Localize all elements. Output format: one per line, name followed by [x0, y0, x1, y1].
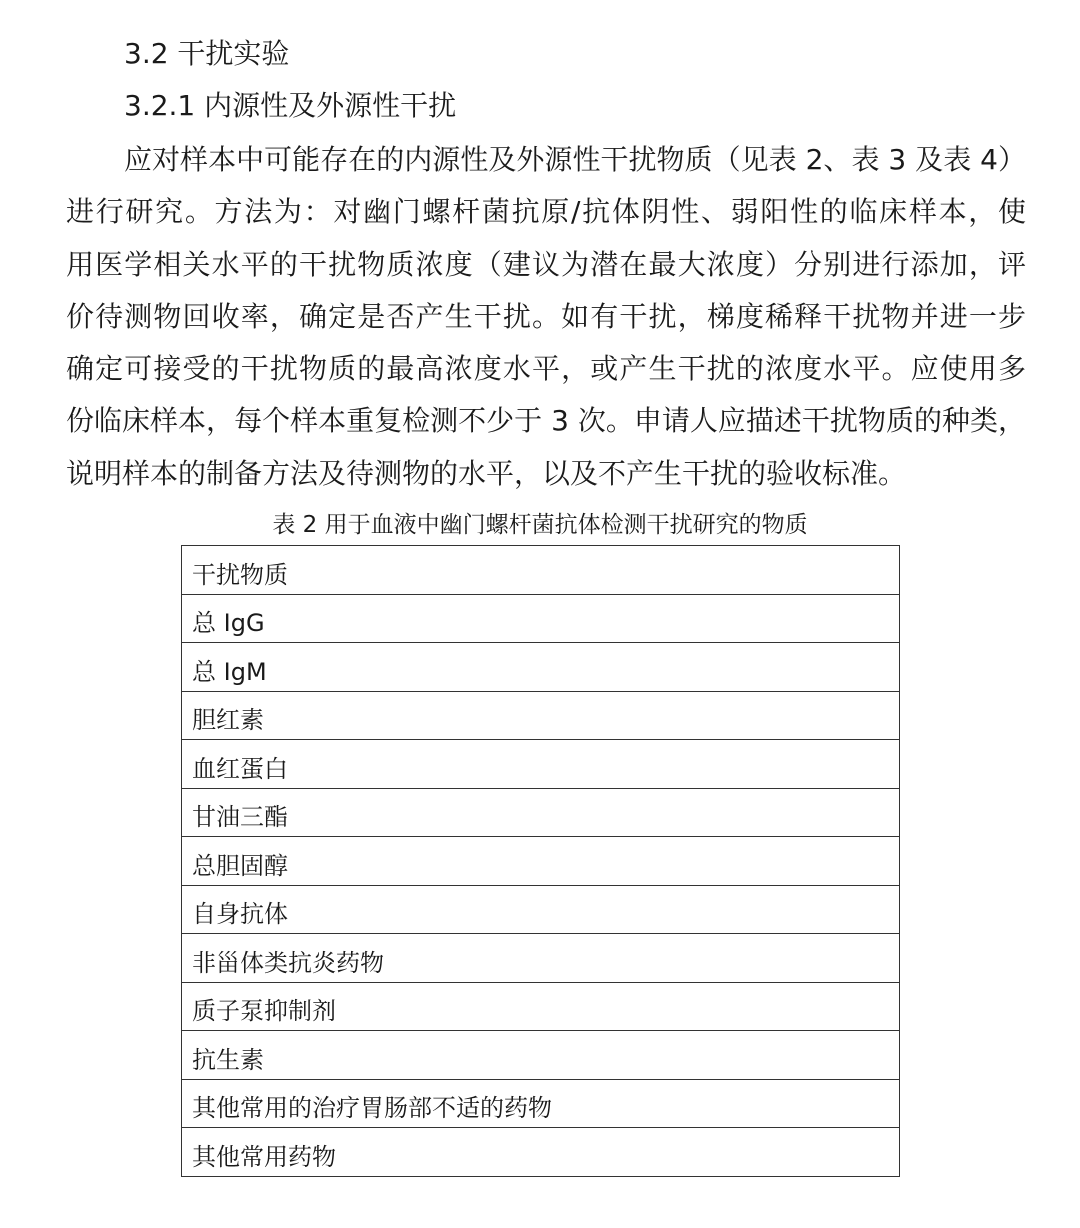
table-cell: 自身抗体	[182, 885, 900, 934]
paragraph-line: 用医学相关水平的干扰物质浓度（建议为潜在最大浓度）分别进行添加，评	[66, 247, 1026, 281]
subsection-heading: 3.2.1 内源性及外源性干扰	[124, 89, 457, 122]
table-cell: 总胆固醇	[182, 837, 900, 886]
paragraph-line: 确定可接受的干扰物质的最高浓度水平，或产生干扰的浓度水平。应使用多	[66, 352, 1026, 386]
table-header-row	[182, 546, 900, 595]
section-heading: 3.2 干扰实验	[124, 37, 290, 70]
paragraph-line: 价待测物回收率，确定是否产生干扰。如有干扰，梯度稀释干扰物并进一步	[66, 299, 1026, 333]
paragraph-line: 份临床样本，每个样本重复检测不少于 3 次。申请人应描述干扰物质的种类，	[66, 404, 1026, 438]
table-cell: 其他常用的治疗胃肠部不适的药物	[182, 1079, 900, 1128]
table-cell: 总 IgM	[182, 643, 900, 692]
table-cell: 非甾体类抗炎药物	[182, 934, 900, 983]
table-cell: 总 IgG	[182, 594, 900, 643]
table-cell: 甘油三酯	[182, 788, 900, 837]
table-row	[182, 691, 900, 740]
table-caption: 表 2 用于血液中幽门螺杆菌抗体检测干扰研究的物质	[272, 512, 808, 538]
table-row	[182, 1128, 900, 1177]
table-row	[182, 594, 900, 643]
interference-substances-table	[181, 545, 900, 1177]
table-header-cell: 干扰物质	[182, 546, 900, 595]
table-cell: 抗生素	[182, 1031, 900, 1080]
table-row	[182, 788, 900, 837]
paragraph-line: 说明样本的制备方法及待测物的水平，以及不产生干扰的验收标准。	[66, 456, 907, 490]
table-row	[182, 1031, 900, 1080]
table-row	[182, 837, 900, 886]
table-row	[182, 934, 900, 983]
table-cell: 质子泵抑制剂	[182, 982, 900, 1031]
body-paragraph	[66, 134, 1026, 500]
table-row	[182, 1079, 900, 1128]
table-row	[182, 643, 900, 692]
table-row	[182, 740, 900, 789]
table-row	[182, 885, 900, 934]
paragraph-line: 应对样本中可能存在的内源性及外源性干扰物质（见表 2、表 3 及表 4）	[124, 143, 1026, 176]
table-cell: 胆红素	[182, 691, 900, 740]
table-row	[182, 982, 900, 1031]
table-cell: 血红蛋白	[182, 740, 900, 789]
paragraph-line: 进行研究。方法为：对幽门螺杆菌抗原/抗体阴性、弱阳性的临床样本，使	[66, 195, 1026, 229]
table-cell: 其他常用药物	[182, 1128, 900, 1177]
